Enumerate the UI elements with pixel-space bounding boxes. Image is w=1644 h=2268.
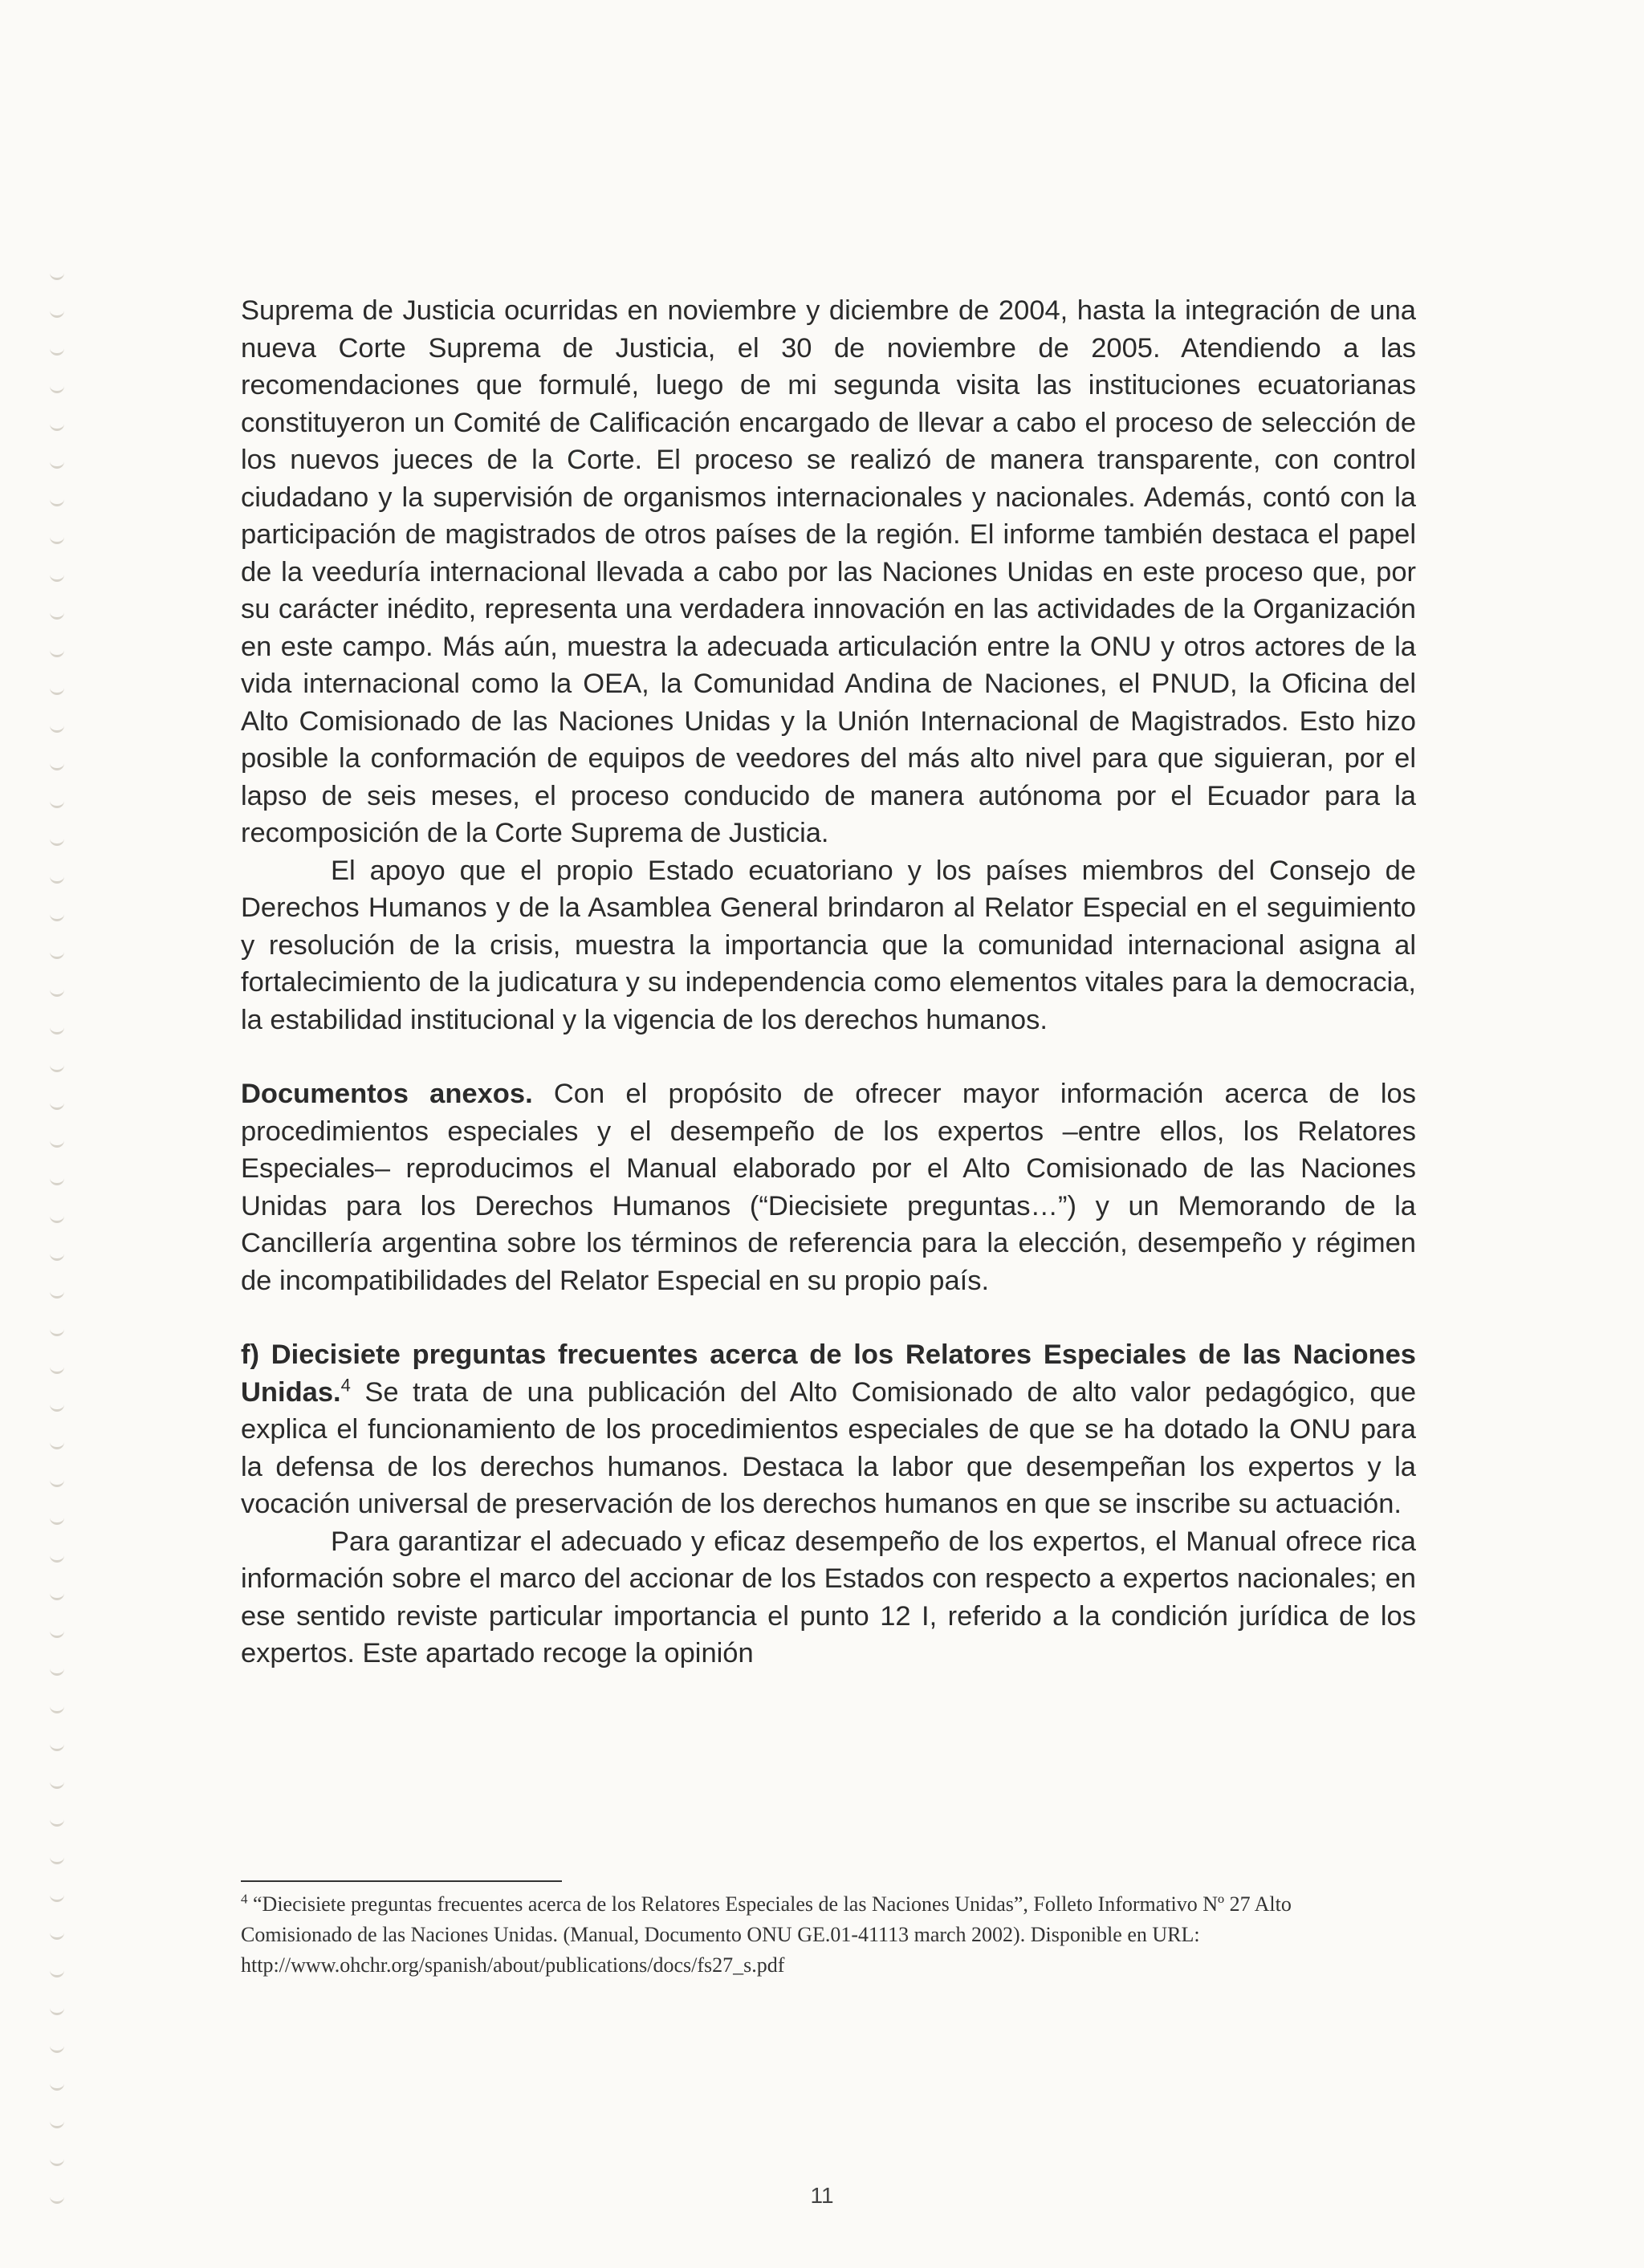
- binding-hole-mark: [50, 688, 64, 695]
- binding-hole-mark: [50, 1782, 64, 1789]
- binding-hole-mark: [50, 2008, 64, 2015]
- binding-hole-mark: [50, 801, 64, 808]
- binding-hole-mark: [50, 1480, 64, 1487]
- paragraph-gap: [241, 1038, 1416, 1075]
- binding-hole-mark: [50, 461, 64, 469]
- binding-hole-mark: [50, 1668, 64, 1676]
- paragraph-support: El apoyo que el propio Estado ecuatoriano y los países miembros del Consejo de Derechos Humanos y de la Asamblea General brindaron al Relator Especial en el seguimiento y resolución de la crisis, muestra la importancia que la comunidad internacional asigna al fortalecimiento de la judicatura y su independencia como elementos vitales para la democracia, la estabilidad institucional y la vigencia de los derechos humanos.: [241, 855, 1416, 1035]
- binding-hole-mark: [50, 1329, 64, 1336]
- binding-hole-mark: [50, 1857, 64, 1864]
- binding-hole-mark: [50, 876, 64, 884]
- binding-hole-mark: [50, 2046, 64, 2053]
- binding-hole-mark: [50, 1367, 64, 1374]
- binding-hole-mark: [50, 1933, 64, 1940]
- footnote: [241, 1889, 1365, 1981]
- binding-hole-mark: [50, 386, 64, 393]
- binding-hole-mark: [50, 311, 64, 318]
- binding-hole-mark: [50, 1216, 64, 1223]
- paragraph-manual: Para garantizar el adecuado y eficaz desempeño de los expertos, el Manual ofrece rica información sobre el marco del accionar de los Estados con respecto a expertos nacionales; en ese sentido reviste particular importancia el punto 12 I, referido a la condición jurídica de los expertos. Este apartado recoge la opinión: [241, 1526, 1416, 1668]
- paragraph-annexes: [241, 1075, 1416, 1299]
- binding-hole-mark: [50, 1744, 64, 1751]
- binding-hole-mark: [50, 914, 64, 921]
- binding-hole-mark: [50, 2159, 64, 2166]
- paragraph-seventeen-questions: [241, 1336, 1416, 1523]
- binding-hole-mark: [50, 612, 64, 620]
- binding-hole-mark: [50, 1140, 64, 1148]
- binding-hole-mark: [50, 1555, 64, 1563]
- paragraph-gap: [241, 1299, 1416, 1336]
- binding-hole-mark: [50, 1706, 64, 1713]
- binding-hole-mark: [50, 1442, 64, 1449]
- binding-hole-mark: [50, 575, 64, 582]
- footnote-text: “Diecisiete preguntas frecuentes acerca de los Relatores Especiales de las Naciones Unidas”, Folleto Informativo Nº 27 Alto Comisionado de las Naciones Unidas. (Manual, Documento ONU GE.01-41113 march 2002). Disponible en URL: http://www.ohchr.org/spanish/about/publications/docs/fs27_s.pdf: [241, 1892, 1292, 1977]
- binding-hole-mark: [50, 1819, 64, 1827]
- binding-hole-mark: [50, 1027, 64, 1034]
- binding-hole-mark: [50, 273, 64, 280]
- binding-hole-mark: [50, 1178, 64, 1185]
- paragraph-supreme-court: Suprema de Justicia ocurridas en noviembre y diciembre de 2004, hasta la integración de una nueva Corte Suprema de Justicia, el 30 de noviembre de 2005. Atendiendo a las recomendaciones que formulé, luego de mi segunda visita las instituciones ecuatorianas constituyeron un Comité de Calificación encargado de llevar a cabo el proceso de selección de los nuevos jueces de la Corte. El proceso se realizó de manera transparente, con control ciudadano y la supervisión de organismos internacionales y nacionales. Además, contó con la participación de magistrados de otros países de la región. El informe también destaca el papel de la veeduría internacional llevada a cabo por las Naciones Unidas en este proceso que, por su carácter inédito, representa una verdadera innovación en las actividades de la Organización en este campo. Más aún, muestra la adecuada articulación entre la ONU y otros actores de la vida internacional como la OEA, la Comunidad Andina de Naciones, el PNUD, la Oficina del Alto Comisionado de las Naciones Unidas y la Unión Internacional de Magistrados. Esto hizo posible la conformación de equipos de veedores del más alto nivel para que siguieran, por el lapso de seis meses, el proceso conducido de manera autónoma por el Ecuador para la recomposición de la Corte Suprema de Justicia.: [241, 295, 1416, 848]
- page-number: 11: [810, 2183, 834, 2208]
- binding-hole-mark: [50, 499, 64, 506]
- binding-hole-mark: [50, 1970, 64, 1977]
- binding-hole-mark: [50, 1065, 64, 1072]
- section-text: Se trata de una publicación del Alto Comisionado de alto valor pedagógico, que explica el funcionamiento de los procedimientos especiales de que se ha dotado la ONU para la defensa de los derechos humanos. Destaca la labor que desempeñan los expertos y la vocación universal de preservación de los derechos humanos en que se inscribe su actuación.: [241, 1376, 1416, 1519]
- page-body: [241, 292, 1416, 1673]
- binding-hole-mark: [50, 952, 64, 959]
- binding-hole-mark: [50, 1518, 64, 1525]
- annex-heading: Documentos anexos.: [241, 1079, 533, 1109]
- binding-hole-mark: [50, 537, 64, 544]
- binding-hole-mark: [50, 763, 64, 770]
- binding-hole-marks: [42, 273, 74, 2263]
- binding-hole-mark: [50, 1103, 64, 1110]
- binding-hole-mark: [50, 1593, 64, 1600]
- binding-hole-mark: [50, 990, 64, 997]
- binding-hole-mark: [50, 2121, 64, 2128]
- binding-hole-mark: [50, 1631, 64, 1638]
- binding-hole-mark: [50, 2083, 64, 2091]
- binding-hole-mark: [50, 1404, 64, 1412]
- binding-hole-mark: [50, 726, 64, 733]
- binding-hole-mark: [50, 1895, 64, 1902]
- binding-hole-mark: [50, 1254, 64, 1261]
- binding-hole-mark: [50, 424, 64, 431]
- section-heading: f) Diecisiete preguntas frecuentes acerca de los Relatores Especiales de las Naciones Unidas.: [241, 1339, 1416, 1408]
- binding-hole-mark: [50, 348, 64, 356]
- footnote-number: 4: [241, 1891, 248, 1907]
- binding-hole-mark: [50, 650, 64, 657]
- annex-text: Con el propósito de ofrecer mayor información acerca de los procedimientos especiales y el desempeño de los expertos –entre ellos, los Relatores Especiales– reproducimos el Manual elaborado por el Alto Comisionado de las Naciones Unidas para los Derechos Humanos (“Diecisiete preguntas…”) y un Memorando de la Cancillería argentina sobre los términos de referencia para la elección, desempeño y régimen de incompatibilidades del Relator Especial en su propio país.: [241, 1079, 1416, 1296]
- binding-hole-mark: [50, 839, 64, 846]
- footnote-reference[interactable]: 4: [340, 1375, 351, 1395]
- binding-hole-mark: [50, 1291, 64, 1299]
- footnote-separator: [241, 1880, 562, 1882]
